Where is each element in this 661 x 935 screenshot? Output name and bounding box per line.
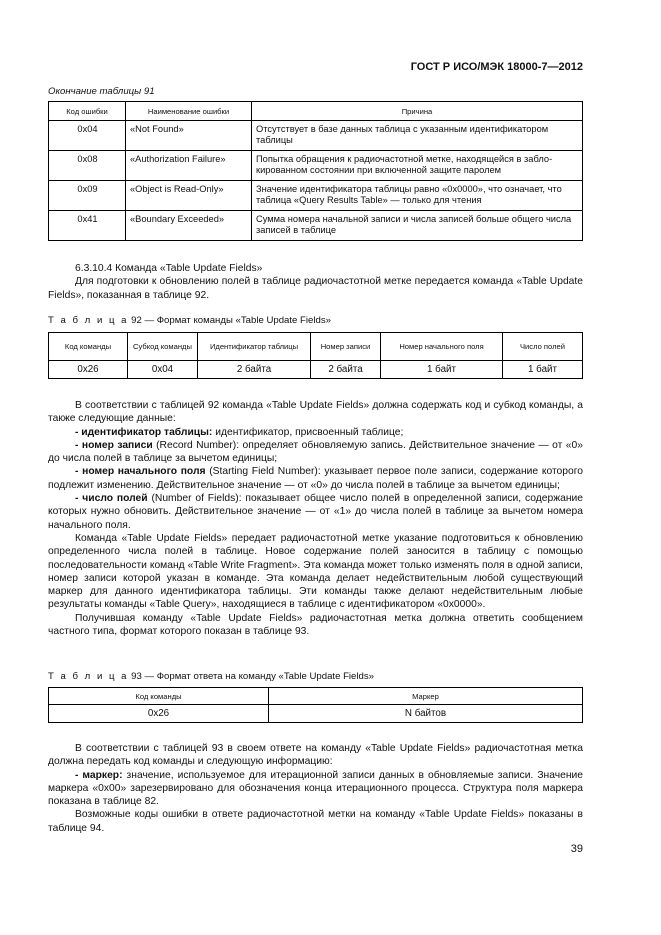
error-reason-cell: Попытка обращения к радиочастотной метке, находящейся в заблокированном состоянии при включенной защите паролем [252,151,583,181]
error-name-cell: «Object is Read-Only» [126,181,252,211]
table-91 [48,101,583,241]
table-header-cell: Причина [252,102,583,121]
table-header-cell: Номер начального поля [381,333,503,361]
table-header-cell: Код ошибки [49,102,126,121]
table-row [49,361,583,379]
term: - число полей [75,493,148,505]
body-text-2 [48,742,583,835]
error-code-cell: 0x41 [49,211,126,241]
table-row [49,211,583,241]
list-item [48,439,583,466]
paragraph: Возможные коды ошибки в ответе радиочастотной метки на команду «Table Update Fields» показаны в таблице 94. [48,809,583,834]
table-93 [48,687,583,723]
list-item [48,492,583,532]
definition: (Starting Field Number): указывает первое поле записи, содержание которого подлежит изменению. Действительное значение — от «0» до числа полей в таблице за вычетом единицы; [48,466,583,491]
list-item [48,426,583,439]
section-heading: 6.3.10.4 Команда «Table Update Fields» [75,263,263,274]
table-header-cell: Код команды [49,333,128,361]
section-6-3-10-4 [48,262,583,302]
caption-text: 92 — Формат команды «Table Update Fields» [128,315,331,326]
body-text-1 [48,399,583,638]
table-cell: 2 байта [198,361,311,379]
table-92-caption [48,315,331,326]
list-item [48,769,583,809]
paragraph: Получившая команду «Table Update Fields» радиочастотная метка должна ответить сообщением частного типа, формат которого показан в таблице 93. [48,612,583,638]
table-cell: 0x26 [49,705,269,723]
table-row [49,151,583,181]
error-name-cell: «Authorization Failure» [126,151,252,181]
table-header-cell: Маркер [269,688,583,705]
error-reason-cell: Значение идентификатора таблицы равно «0x0000», что означает, что таблица «Query Results Table» — только для чтения [252,181,583,211]
term: - маркер: [75,769,123,781]
table-header-cell: Идентификатор таблицы [198,333,311,361]
table-cell: 0x04 [128,361,198,379]
error-code-cell: 0x04 [49,121,126,151]
table-92 [48,332,583,379]
table-91-caption: Окончание таблицы 91 [48,86,155,97]
table-row [49,705,583,723]
definition: (Number of Fields): показывает общее число полей в определенной записи, содержание которых нужно обновить. Действительное значение — от «1» до числа полей в таблице за вычетом номера начального поля. [48,493,583,531]
table-cell: 2 байта [311,361,381,379]
table-cell: 1 байт [503,361,583,379]
definition: (Record Number): определяет обновляемую запись. Действительное значение — от «0» до числа полей в таблице за вычетом единицы; [48,439,583,465]
error-name-cell: «Boundary Exceeded» [126,211,252,241]
paragraph: В соответствии с таблицей 92 команда «Table Update Fields» должна содержать код и субкод команды, а также следующие данные: [48,400,583,425]
page-number: 39 [570,843,583,855]
error-name-cell: «Not Found» [126,121,252,151]
table-row [49,121,583,151]
caption-text: 93 — Формат ответа на команду «Table Update Fields» [128,671,374,682]
paragraph: Команда «Table Update Fields» передает радиочастотной метке указание подготовиться к обновлению определенного числа полей в таблице. Новое содержание полей заносится в таблицу с помощью последовательности команд «Table Write Fragment». Эта команда может только изменять поля в одной записи, номер записи которой указан в команде. Эта команда делает недействительным любой существующий маркер для данного идентификатора таблицы. Эти команды также делают недействительным любые результаты команды «Table Query», находящиеся в таблице с идентификатором «0x0000». [48,532,583,611]
error-code-cell: 0x08 [49,151,126,181]
term: - идентификатор таблицы: [75,426,213,438]
paragraph: В соответствии с таблицей 93 в своем ответе на команду «Table Update Fields» радиочастотная метка должна передать код команды и следующую информацию: [48,743,583,768]
section-intro: Для подготовки к обновлению полей в таблице радиочастотной метке передается команда «Table Update Fields», показанная в таблице 92. [48,276,583,301]
error-code-cell: 0x09 [49,181,126,211]
table-row [49,181,583,211]
table-header-cell: Номер записи [311,333,381,361]
table-93-caption [48,671,374,682]
term: - номер начального поля [75,466,206,478]
list-item [48,465,583,492]
table-header-cell: Субкод команды [128,333,198,361]
table-cell: 1 байт [381,361,503,379]
caption-prefix: Т а б л и ц а [48,671,129,682]
term: - номер записи [75,439,153,451]
error-reason-cell: Отсутствует в базе данных таблица с указанным идентификатором таблицы [252,121,583,151]
error-reason-cell: Сумма номера начальной записи и числа записей больше общего числа записей в таблице [252,211,583,241]
definition: идентификатор, присвоенный таблице; [212,426,404,438]
document-header: ГОСТ Р ИСО/МЭК 18000-7—2012 [410,61,583,73]
table-header-cell: Число полей [503,333,583,361]
table-header-cell: Наименование ошибки [126,102,252,121]
table-cell: N байтов [269,705,583,723]
table-cell: 0x26 [49,361,128,379]
caption-prefix: Т а б л и ц а [48,315,129,326]
table-header-cell: Код команды [49,688,269,705]
definition: значение, используемое для итерационной записи данных в обновляемые записи. Значение маркера «0x00» зарезервировано для обозначения конца итерационного процесса. Структура поля маркера показана в таблице 82. [48,769,583,808]
